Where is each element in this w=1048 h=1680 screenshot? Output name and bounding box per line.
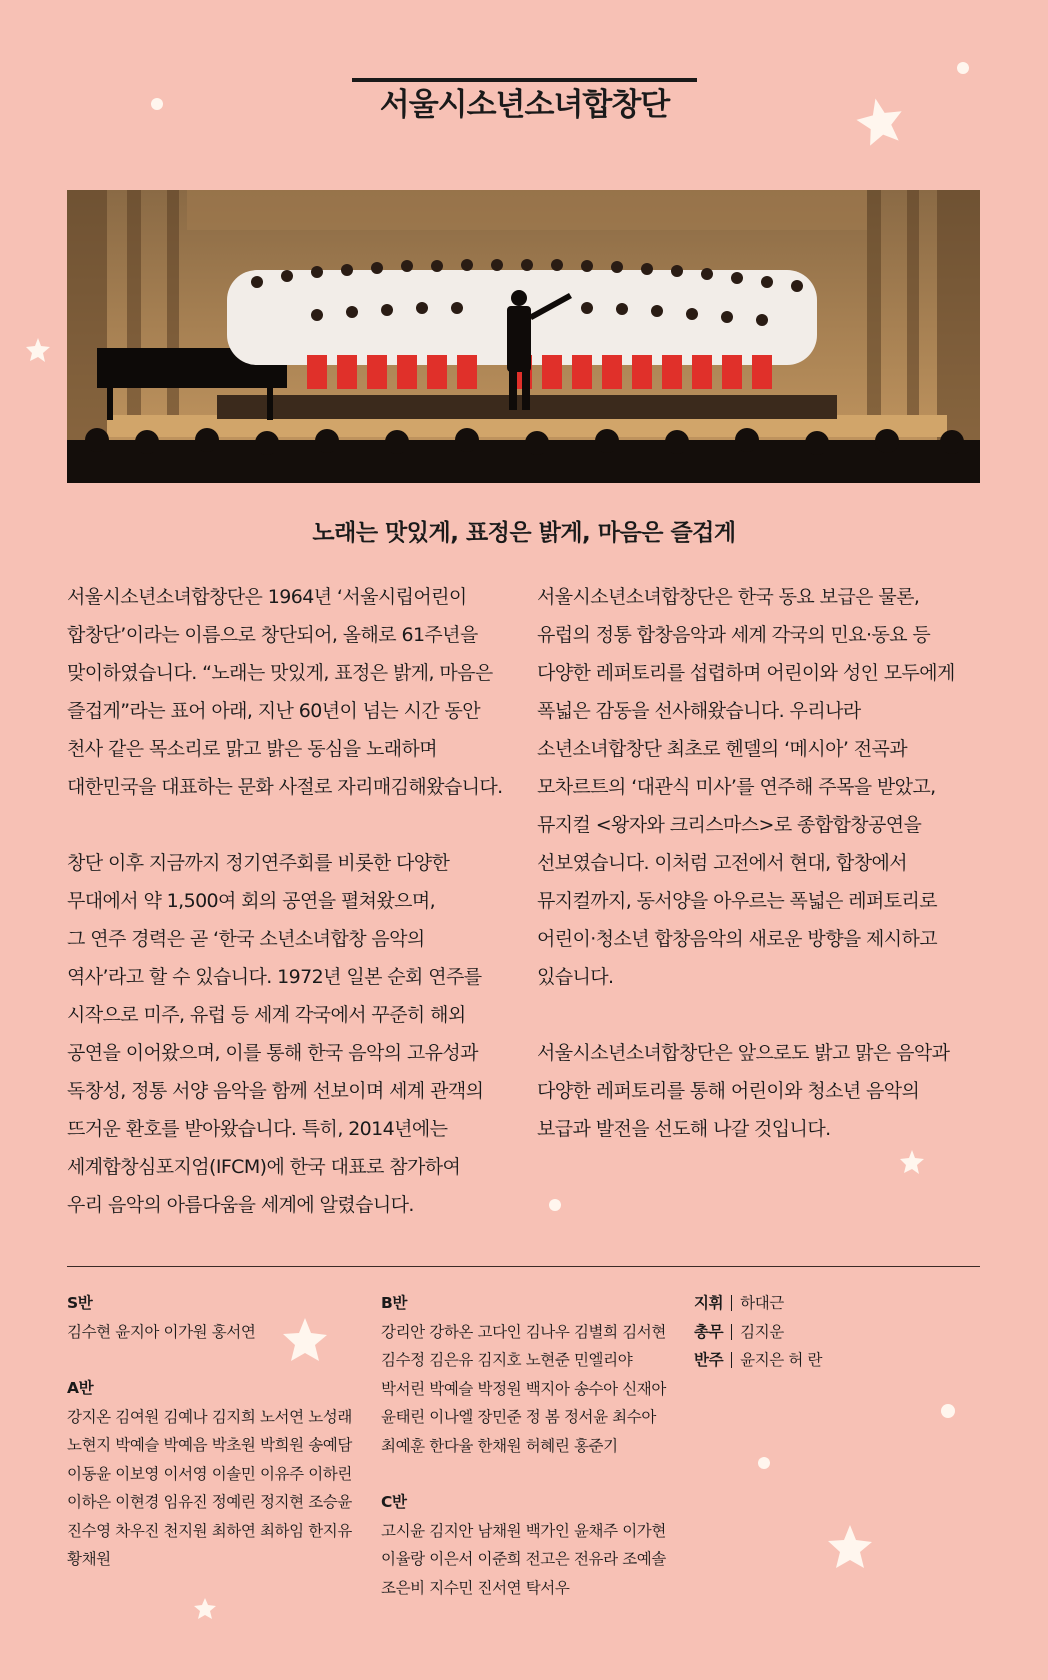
tagline: 노래는 맛있게, 표정은 밝게, 마음은 즐겁게 bbox=[312, 520, 736, 546]
future-paragraph: 서울시소년소녀합창단은 앞으로도 밝고 맑은 음악과 다양한 레퍼토리를 통해 어린이와 청소년 음악의 보급과 발전을 선도해 나갈 것입니다. bbox=[537, 1042, 950, 1140]
intro-right-column bbox=[537, 578, 989, 1148]
dot-decoration bbox=[758, 1457, 770, 1469]
staff-list bbox=[694, 1289, 894, 1375]
roster-group-b bbox=[381, 1289, 691, 1460]
group-members: 강리안 강하온 고다인 김나우 김별희 김서현 김수정 김은유 김지호 노현준 민엘리야 박서린 박예슬 박정원 백지아 송수아 신재아 윤태린 이나엘 장민준 정 봄 정서윤 최수아 최예훈 한다율 한채원 허혜린 홍준기 bbox=[381, 1322, 666, 1455]
logo-text: 서울시소년소녀합창단 bbox=[379, 87, 670, 123]
choir-logo bbox=[352, 78, 697, 122]
dot-decoration bbox=[957, 62, 969, 74]
separator bbox=[731, 1324, 732, 1340]
group-members: 강지온 김여원 김예나 김지희 노서연 노성래 노현지 박예슬 박예음 박초원 박희원 송예담 이동윤 이보영 이서영 이솔민 이유주 이하린 이하은 이현경 임유진 정예린 정지현 조승윤 진수영 차우진 천지원 최하연 최하임 한지유 황채원 bbox=[67, 1407, 352, 1568]
staff-role: 반주 bbox=[694, 1351, 724, 1369]
star-decoration bbox=[853, 94, 908, 149]
separator bbox=[731, 1352, 732, 1368]
concert-photo bbox=[67, 190, 980, 483]
group-label: A반 bbox=[67, 1379, 94, 1397]
intro-left-column bbox=[67, 578, 519, 1224]
repertoire-paragraph: 서울시소년소녀합창단은 한국 동요 보급은 물론, 유럽의 정통 합창음악과 세계 각국의 민요·동요 등 다양한 레퍼토리를 섭렵하며 어린이와 성인 모두에게 폭넓은 감동을 선사해왔습니다. 우리나라 소년소녀합창단 최초로 헨델의 ‘메시아’ 전곡과 모차르트의 ‘대관식 미사’를 연주해 주목을 받았고, 뮤지컬 <왕자와 크리스마스>로 종합합창공연을 선보였습니다. 이처럼 고전에서 현대, 합창에서 뮤지컬까지, 동서양을 아우르는 폭넓은 레퍼토리로 어린이·청소년 합창음악의 새로운 방향을 제시하고 있습니다. bbox=[537, 586, 955, 988]
dot-decoration bbox=[941, 1404, 955, 1418]
roster-column-2 bbox=[381, 1289, 691, 1602]
staff-role: 지휘 bbox=[694, 1294, 724, 1312]
roster-group-c bbox=[381, 1488, 691, 1602]
staff-role: 총무 bbox=[694, 1322, 724, 1341]
staff-name: 하대근 bbox=[740, 1294, 784, 1312]
group-members: 고시윤 김지안 남채원 백가인 윤채주 이가현 이율랑 이은서 이준희 전고은 전유라 조예솔 조은비 지수민 진서연 탁서우 bbox=[381, 1521, 666, 1597]
roster-group-s bbox=[67, 1289, 367, 1346]
staff-manager bbox=[694, 1318, 894, 1347]
dot-decoration bbox=[549, 1199, 561, 1211]
group-label: B반 bbox=[381, 1294, 407, 1312]
staff-name: 김지운 bbox=[740, 1322, 784, 1341]
star-decoration bbox=[194, 1598, 216, 1619]
roster-column-1 bbox=[67, 1289, 367, 1574]
group-label: S반 bbox=[67, 1294, 93, 1312]
staff-name: 윤지은 허 란 bbox=[740, 1351, 823, 1369]
roster-group-a bbox=[67, 1374, 367, 1574]
star-decoration bbox=[900, 1150, 924, 1174]
logo-bar bbox=[352, 78, 697, 82]
dot-decoration bbox=[151, 98, 163, 110]
choir-stage-illustration bbox=[67, 190, 980, 483]
group-label: C반 bbox=[381, 1493, 407, 1511]
section-divider bbox=[67, 1266, 980, 1267]
intro-paragraph: 서울시소년소녀합창단은 1964년 ‘서울시립어린이 합창단’이라는 이름으로 창단되어, 올해로 61주년을 맞이하였습니다. “노래는 맛있게, 표정은 밝게, 마음은 즐겁게”라는 표어 아래, 지난 60년이 넘는 시간 동안 천사 같은 목소리로 맑고 밝은 동심을 노래하며 대한민국을 대표하는 문화 사절로 자리매김해왔습니다. bbox=[67, 586, 503, 798]
staff-conductor bbox=[694, 1289, 894, 1318]
group-members: 김수현 윤지아 이가원 홍서연 bbox=[67, 1322, 256, 1341]
staff-accompanist bbox=[694, 1346, 894, 1375]
separator bbox=[731, 1295, 732, 1311]
history-paragraph: 창단 이후 지금까지 정기연주회를 비롯한 다양한 무대에서 약 1,500여 회의 공연을 펼쳐왔으며, 그 연주 경력은 곧 ‘한국 소년소녀합창 음악의 역사’라고 할 수 있습니다. 1972년 일본 순회 연주를 시작으로 미주, 유럽 등 세계 각국에서 꾸준히 해외 공연을 이어왔으며, 이를 통해 한국 음악의 고유성과 독창성, 정통 서양 음악을 함께 선보이며 세계 관객의 뜨거운 환호를 받아왔습니다. 특히, 2014년에는 세계합창심포지엄(IFCM)에 한국 대표로 참가하여 우리 음악의 아름다움을 세계에 알렸습니다. bbox=[67, 852, 484, 1216]
star-decoration bbox=[828, 1525, 872, 1568]
star-decoration bbox=[26, 338, 50, 362]
